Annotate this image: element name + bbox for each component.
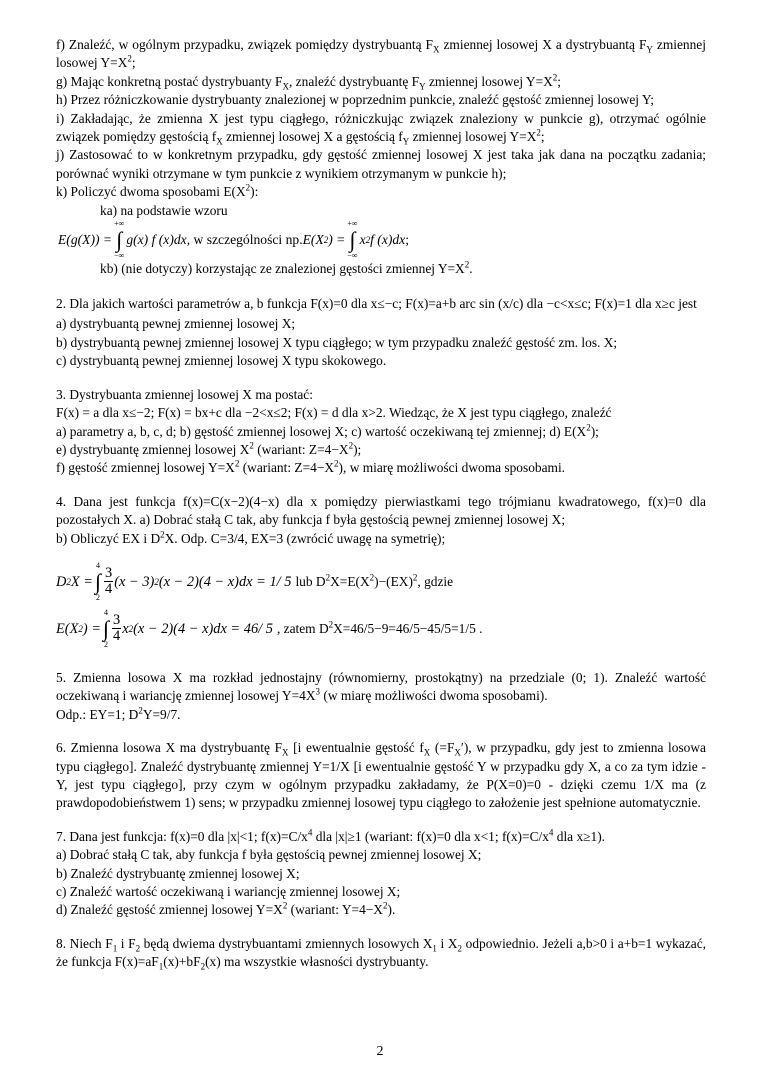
- integral-sign: ∫: [116, 227, 123, 253]
- problem-7-c: c) Znaleźć wartość oczekiwaną i wariancję zmiennej losowej X;: [56, 884, 401, 899]
- superscript: 2: [536, 127, 541, 138]
- formula-lhs: X =: [70, 573, 94, 590]
- formula-body: (x − 3): [114, 573, 155, 590]
- superscript: 2: [369, 572, 375, 583]
- superscript: 4: [548, 827, 554, 838]
- fraction: [112, 613, 121, 644]
- lower-limit: −∞: [114, 251, 125, 261]
- text: (x)+bF: [163, 954, 201, 970]
- superscript: 3: [315, 686, 321, 697]
- superscript: 2: [282, 900, 288, 911]
- problem-7-b: b) Znaleźć dystrybuantę zmiennej losowej X;: [56, 865, 300, 881]
- integral-symbol: [347, 219, 357, 261]
- formula-body: x: [359, 231, 366, 247]
- text: 8. Niech F: [56, 935, 113, 951]
- text: [i ewentualnie gęstość f: [288, 740, 424, 756]
- integral-sign: ∫: [95, 568, 102, 594]
- item-j: j) Zastosować to w konkretnym przypadku, gdy gęstość zmiennej losowej X jest taka jak dana na początku zadania; porównać wyniki otrzymane w tym punkcie z wynikiem otrzymanym w punkcie h);: [56, 147, 706, 181]
- text: i) Zakładając, że zmienna X jest typu ciągłego, różniczkując związek znaleziony w punkcie g), otrzymać ogólnie związek pomiędzy gęstością f: [56, 110, 706, 145]
- text: X=E(X: [330, 573, 370, 589]
- formula-tail: [295, 573, 453, 591]
- problem-6: [56, 739, 706, 813]
- text: X. Odp. C=3/4, EX=3 (zwrócić uwagę na symetrię);: [164, 530, 446, 546]
- problem-4: 4. Dana jest funkcja f(x)=C(x−2)(4−x) dla x pomiędzy pierwiastkami tego trójmianu kwadratowego, f(x)=0 dla pozostałych X. a) Dobrać stałą C tak, aby funkcja f była gęstością pewnej zmiennej losowej X;: [56, 493, 706, 528]
- text: k) Policzyć dwoma sposobami E(X: [56, 184, 246, 200]
- subscript: Y: [646, 44, 653, 55]
- item-f: [56, 36, 706, 73]
- text: zmiennej losowej X a dystrybuantą F: [439, 37, 647, 52]
- text: (w miarę możliwości dwoma sposobami).: [320, 688, 548, 704]
- superscript: 2: [348, 440, 354, 451]
- subscript: 2: [135, 943, 141, 954]
- subscript: X: [433, 44, 440, 55]
- text: b) Obliczyć EX i D: [56, 530, 161, 546]
- text: , zatem D: [276, 620, 329, 636]
- superscript: 4: [307, 827, 313, 838]
- subscript: X: [423, 747, 431, 758]
- superscript: 2: [138, 705, 143, 716]
- formula-lhs: E(g(X)) =: [58, 231, 113, 247]
- text: );: [590, 423, 599, 439]
- lower-limit: −∞: [347, 251, 358, 261]
- formula-lhs: E(X: [56, 620, 79, 637]
- text: g) Mając konkretną postać dystrybuanty F: [56, 73, 283, 89]
- subscript: 2: [457, 943, 463, 954]
- superscript: 2: [127, 53, 132, 64]
- subscript: X: [216, 136, 223, 147]
- subscript: X: [454, 747, 461, 758]
- problem-5: [56, 669, 706, 706]
- text: lub D: [295, 573, 326, 589]
- numerator: 3: [113, 612, 121, 629]
- text: odpowiednio. Jeżeli a,b>0 i a+b=1 wykazać, że funkcja F(x)=aF: [56, 935, 706, 970]
- text: będą dwiema dystrybuantami zmiennych losowych X: [140, 935, 433, 951]
- subscript: 1: [158, 961, 164, 972]
- superscript: 2: [245, 182, 251, 193]
- item-kb: [56, 260, 706, 278]
- formula-lhs: ) =: [82, 620, 101, 637]
- superscript: 2: [552, 72, 558, 83]
- formula-lhs: D: [56, 573, 67, 590]
- text: 5. Zmienna losowa X ma rozkład jednostajny (równomierny, prostokątny) na przedziale (0; 1). Znaleźć wartość oczekiwaną i wariancję zmiennej losowej Y=4X: [56, 669, 706, 704]
- item-i: [56, 110, 706, 147]
- formula-text: , w szczególności np.: [186, 231, 303, 247]
- subscript: 1: [432, 943, 437, 954]
- text: ):: [250, 184, 259, 200]
- problem-3-e: [56, 441, 706, 459]
- item-g: [56, 73, 706, 91]
- problem-3: 3. Dystrybuanta zmiennej losowej X ma postać:: [56, 386, 313, 402]
- text: zmiennej losowej Y=X: [56, 37, 706, 71]
- text: dla x≥1).: [553, 828, 606, 844]
- lower-limit: 2: [96, 592, 101, 602]
- text: (x) ma wszystkie własności dystrybuanty.: [205, 954, 429, 970]
- text: 6. Zmienna losowa X ma dystrybuantę F: [56, 740, 283, 756]
- problem-2: 2. Dla jakich wartości parametrów a, b funkcja F(x)=0 dla x≤−c; F(x)=a+b arc sin (x/c) dla −c<x≤c; F(x)=1 dla x≥c jest: [56, 296, 697, 312]
- text: ;: [540, 129, 545, 145]
- formula-body: g(x) f (x)dx: [126, 231, 187, 247]
- item-ka: ka) na podstawie wzoru: [100, 202, 228, 218]
- text: zmiennej losowej Y=X: [425, 73, 553, 89]
- formula-variance: D 2 X = 4 ∫ 2 $\frac{3}{4}$ (x − 3) 2 (x − 2)(4 − x)dx = 1/ 5 lub $D^2X=E(X^2)-(EX)^2$, gdzie: [56, 560, 454, 602]
- formula-lhs: E(X: [302, 231, 324, 247]
- problem-2-a: a) dystrybuantą pewnej zmiennej losowej X;: [56, 316, 296, 332]
- formula-text: ;: [405, 231, 409, 247]
- problem-5-answer: [56, 706, 706, 724]
- formula-lhs: ) =: [328, 231, 346, 247]
- upper-limit: +∞: [347, 219, 358, 229]
- superscript: 2: [382, 900, 388, 911]
- denominator: 4: [105, 581, 113, 598]
- text: ;: [557, 73, 562, 89]
- text: ), w miarę możliwości dwoma sposobami.: [338, 460, 566, 476]
- superscript: 2: [325, 572, 331, 583]
- text: ;: [131, 55, 136, 71]
- subscript: X: [282, 747, 289, 758]
- item-h: h) Przez różniczkowanie dystrybuanty znalezionej w poprzednim punkcie, znaleźć gęstość zmiennej losowej Y;: [56, 92, 655, 108]
- text: .: [469, 261, 473, 277]
- superscript: 2: [334, 458, 339, 469]
- superscript: 2: [160, 529, 165, 540]
- text: ).: [387, 902, 396, 918]
- formula-body: (x − 2)(4 − x)dx = 1/ 5: [158, 573, 292, 590]
- subscript: Y: [419, 81, 426, 92]
- lower-limit: 2: [104, 639, 108, 649]
- integral-sign: ∫: [349, 227, 356, 253]
- formula-body: (x − 2)(4 − x)dx = 46/ 5: [133, 620, 273, 637]
- text: (=F: [430, 740, 455, 756]
- superscript: 2: [464, 259, 470, 270]
- formula-body: f (x)dx: [370, 231, 406, 247]
- formula-second-moment: E(X 2 ) = 4 ∫ 2 $\frac{3}{4}$ x 2 (x − 2)(4 − x)dx = 46/ 5 , zatem $D^2X=46/5-9=46/5-45/5=1/5$ .: [56, 607, 483, 649]
- text: , gdzie: [417, 573, 454, 589]
- text: i F: [117, 935, 136, 951]
- text: kb) (nie dotyczy) korzystając ze znalezionej gęstości zmiennej Y=X: [100, 261, 465, 277]
- problem-2-c: c) dystrybuantą pewnej zmiennej losowej X typu skokowego.: [56, 353, 387, 369]
- text: ′), w przypadku, gdy jest to zmienna losowa typu ciągłego]. Znaleźć dystrybuantę zmiennej Y=1/X [i ewentualnie gęstość Y w przypadku gdy X, a co za tym idzie - Y, jest typu ciągłego], przy czym w ogólnym przypadku zakładamy, że P(X=0)=0 - dzięki czemu 1/X ma (z prawdopodobieństwem 1) sens; w przypadku zmiennej losowej typu ciągłego to założenie jest spełnione automatycznie.: [56, 740, 706, 811]
- text: X=46/5−9=46/5−45/5=1/5 .: [333, 620, 483, 636]
- text: dla |x|≥1 (wariant: f(x)=0 dla x<1; f(x)=C/x: [312, 828, 549, 844]
- text: (wariant: Y=4−X: [287, 902, 383, 918]
- problem-7-a: a) Dobrać stałą C tak, aby funkcja f była gęstością pewnej zmiennej losowej X;: [56, 847, 482, 863]
- text: , znaleźć dystrybuantę F: [288, 73, 420, 89]
- upper-limit: +∞: [114, 219, 125, 229]
- text: zmiennej losowej X a gęstością f: [222, 129, 403, 145]
- problem-8: [56, 935, 706, 972]
- text: );: [353, 441, 362, 457]
- text: f) Znaleźć, w ogólnym przypadku, związek pomiędzy dystrybuantą F: [56, 37, 433, 52]
- superscript: 2: [249, 440, 254, 451]
- text: (wariant: Z=4−X: [253, 441, 349, 457]
- problem-3-f: [56, 459, 706, 477]
- upper-limit: 4: [104, 607, 108, 617]
- upper-limit: 4: [96, 560, 101, 570]
- text: zmiennej losowej Y=X: [409, 129, 537, 145]
- text: Y=9/7.: [142, 706, 181, 722]
- problem-4-b: [56, 530, 706, 548]
- subscript: X: [282, 81, 289, 92]
- superscript: 2: [412, 572, 418, 583]
- numerator: 3: [105, 565, 113, 582]
- problem-7-d: [56, 901, 706, 919]
- integral-symbol: [103, 608, 109, 650]
- formula-expectation: E(g(X)) = +∞ ∫ −∞ g(x) f (x)dx , w szczególności np. E(X 2 ) = +∞ ∫ −∞ x 2 f (x)dx ;: [58, 219, 409, 261]
- superscript: 2: [234, 458, 240, 469]
- text: 7. Dana jest funkcja: f(x)=0 dla |x|<1; f(x)=C/x: [56, 828, 308, 844]
- integral-sign: ∫: [102, 615, 110, 641]
- problem-3-def: F(x) = a dla x≤−2; F(x) = bx+c dla −2<x≤2; F(x) = d dla x>2. Wiedząc, że X jest typu ciągłego, znaleźć: [56, 405, 612, 421]
- subscript: 1: [112, 943, 118, 954]
- problem-7: [56, 828, 706, 846]
- formula-body: x: [122, 620, 129, 637]
- document-page: [56, 36, 706, 972]
- subscript: 2: [200, 961, 206, 972]
- superscript: 2: [328, 619, 334, 630]
- integral-symbol: [114, 219, 124, 261]
- text: Odp.: EY=1; D: [56, 706, 139, 722]
- denominator: 4: [113, 628, 121, 645]
- text: d) Znaleźć gęstość zmiennej losowej Y=X: [56, 902, 283, 918]
- subscript: Y: [402, 136, 410, 147]
- text: e) dystrybuantę zmiennej losowej X: [56, 441, 250, 457]
- text: i X: [436, 935, 458, 951]
- page-number: 2: [376, 1044, 384, 1059]
- problem-2-b: b) dystrybuantą pewnej zmiennej losowej X typu ciągłego; w tym przypadku znaleźć gęstość zm. los. X;: [56, 334, 618, 350]
- fraction: [104, 566, 113, 597]
- formula-tail: [277, 620, 483, 638]
- text: a) parametry a, b, c, d; b) gęstość zmiennej losowej X; c) wartość oczekiwaną tej zmiennej; d) E(X: [56, 423, 587, 439]
- text: )−(EX): [374, 573, 413, 589]
- superscript: 2: [586, 422, 591, 433]
- text: (wariant: Z=4−X: [239, 460, 335, 476]
- item-k: [56, 183, 706, 201]
- text: f) gęstość zmiennej losowej Y=X: [56, 460, 235, 476]
- problem-3-abcd: [56, 423, 706, 441]
- integral-symbol: [95, 561, 101, 603]
